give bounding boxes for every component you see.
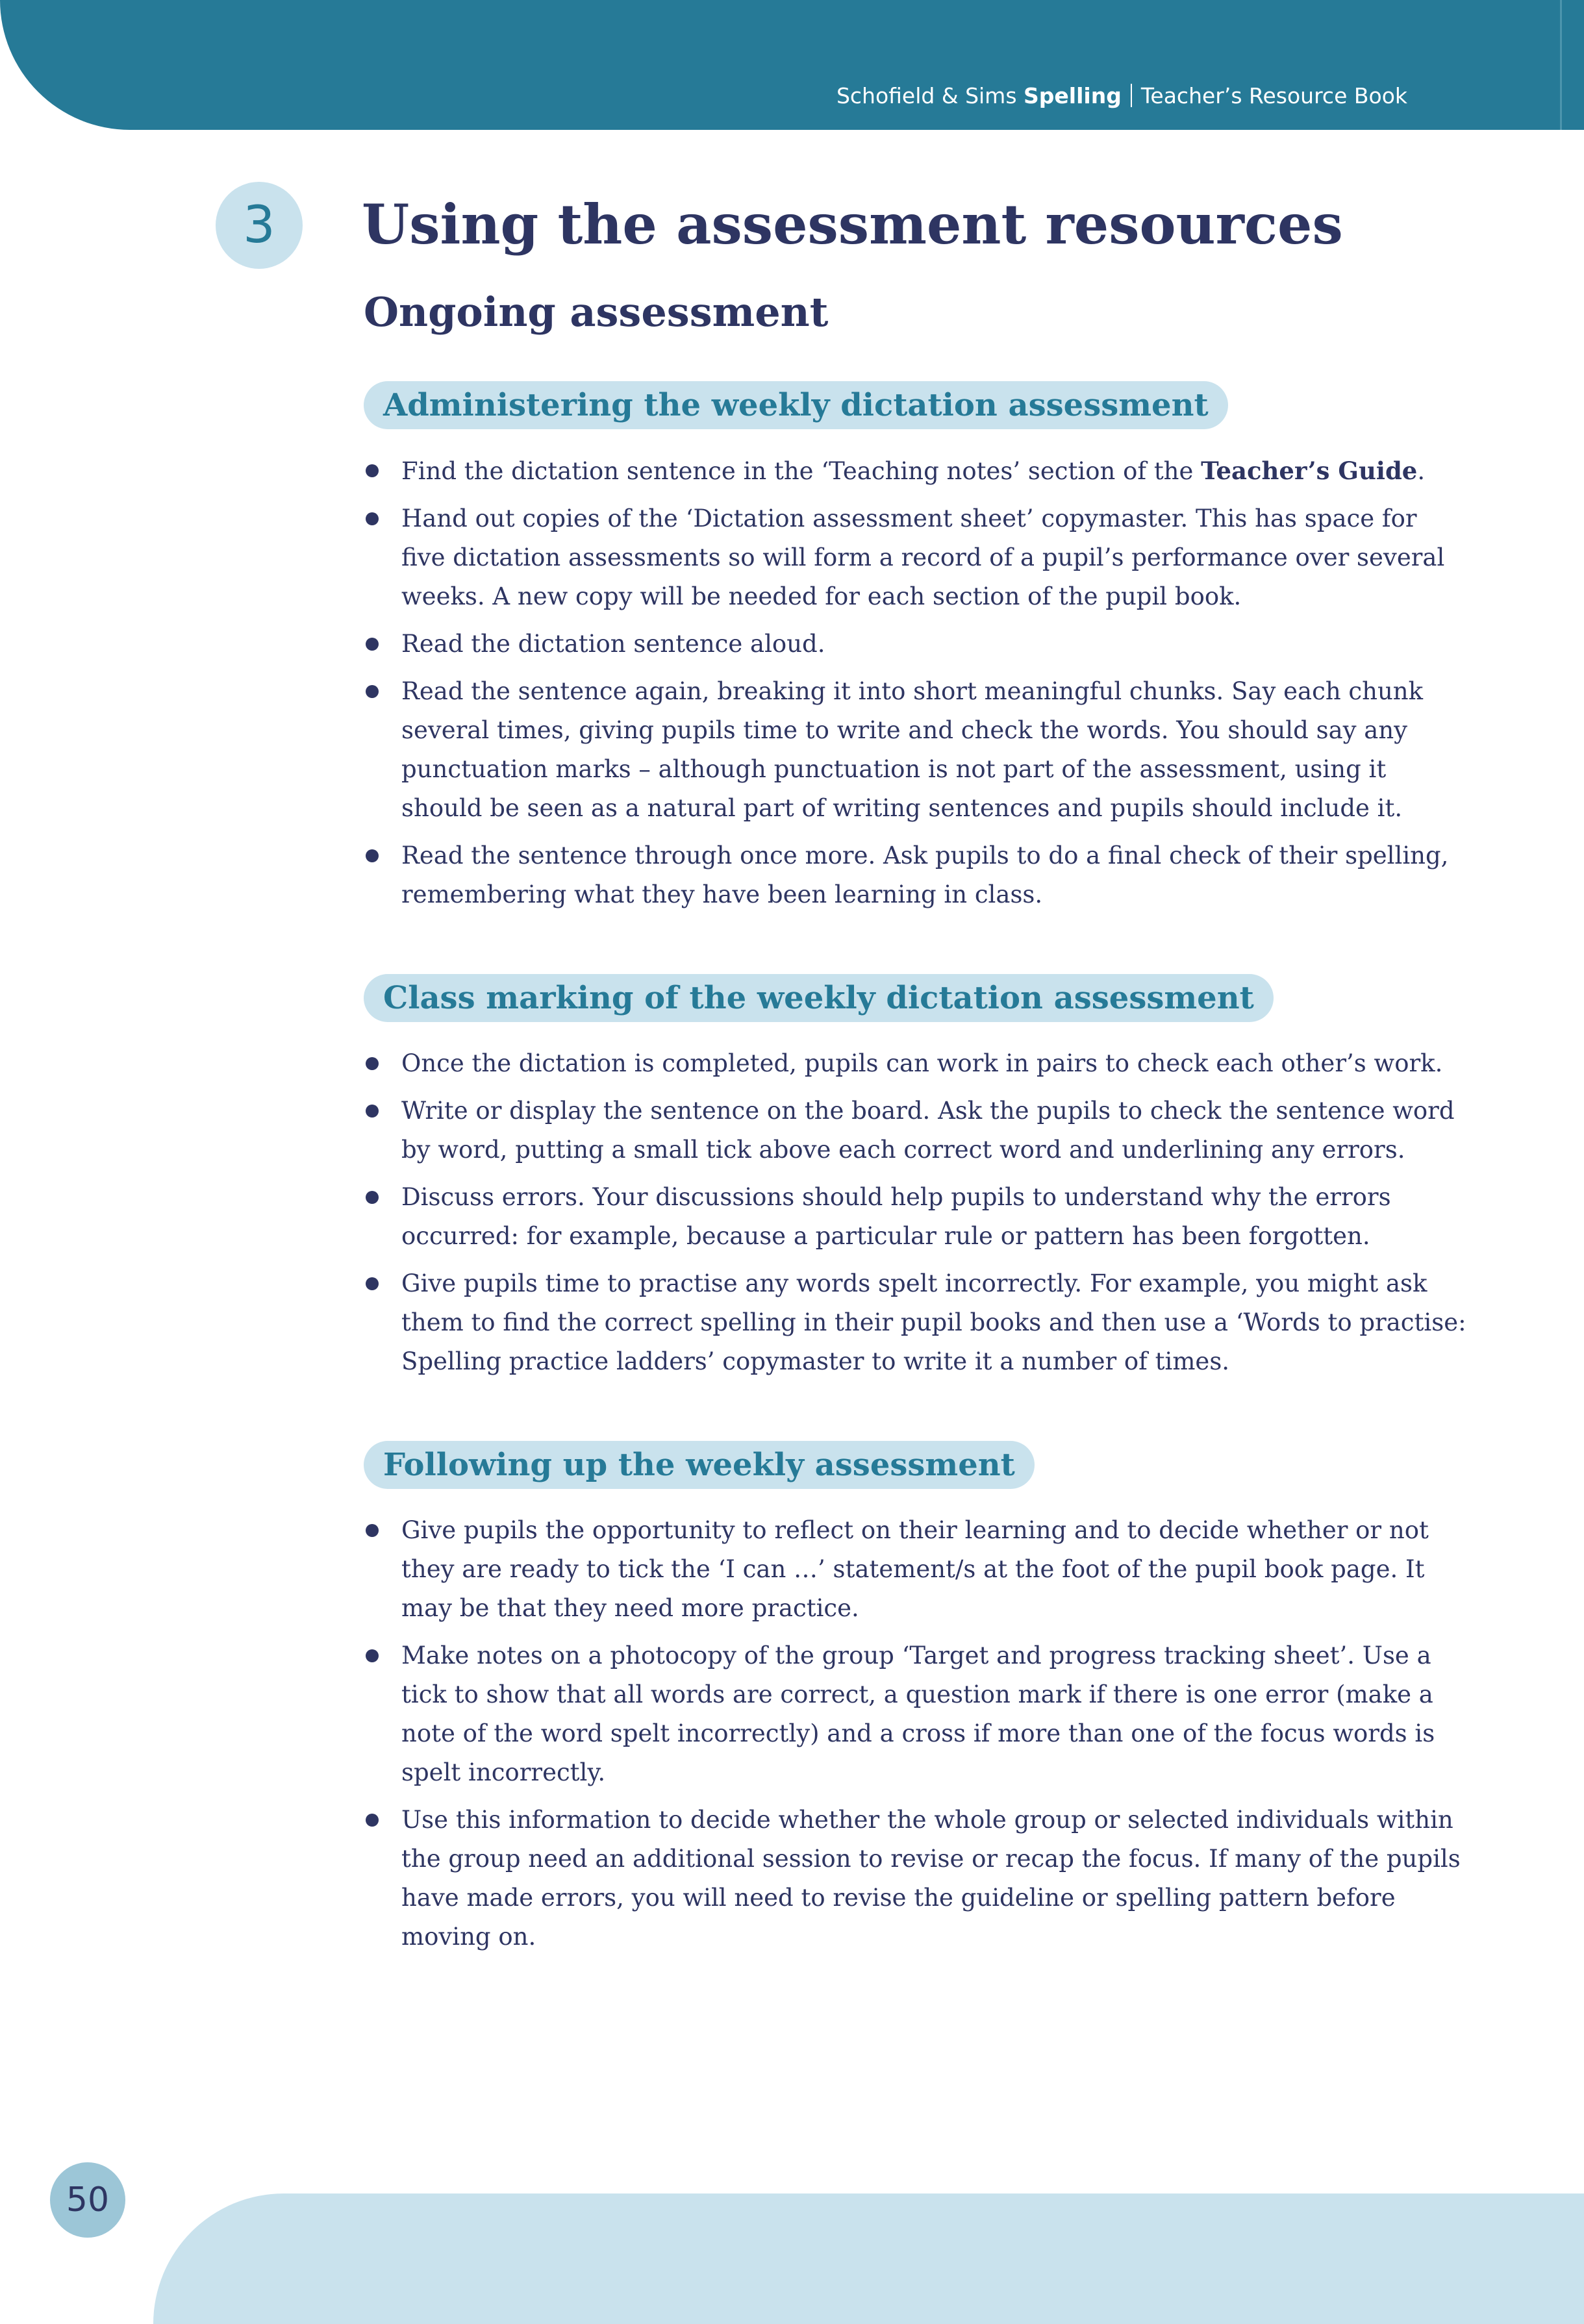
subheading-class-marking: Class marking of the weekly dictation assessment [364, 974, 1274, 1022]
footer-band [153, 2193, 1584, 2324]
running-head-separator [1131, 84, 1132, 107]
running-head-publisher: Schofield & Sims [836, 83, 1017, 108]
bullet-dot-icon [366, 1105, 379, 1118]
list-item [364, 1044, 1468, 1083]
list-item [364, 1801, 1468, 1956]
bullet-dot-icon [366, 1814, 379, 1827]
page-number: 50 [50, 2162, 125, 2238]
bullet-dot-icon [366, 1277, 379, 1290]
list-item [364, 672, 1468, 828]
list-item-text: Read the sentence through once more. Ask pupils to do a final check of their spelling, remembering what they have been learning in class. [401, 842, 1449, 908]
list-item [364, 1264, 1468, 1381]
list-item-bold-text: Teacher’s Guide [1201, 456, 1418, 485]
bullet-dot-icon [366, 464, 379, 477]
bullet-list-administering [364, 451, 1468, 923]
list-item-text: Read the sentence again, breaking it into short meaningful chunks. Say each chunk several times, giving pupils time to write and check the words. You should say any punctuation marks – although punctuation is not part of the assessment, using it should be seen as a natural part of writing sentences and pupils should include it. [401, 677, 1424, 822]
list-item [364, 499, 1468, 616]
bullet-list-following-up [364, 1511, 1468, 1965]
section-title: Ongoing assessment [364, 288, 829, 336]
list-item [364, 1178, 1468, 1256]
list-item [364, 1511, 1468, 1628]
bullet-dot-icon [366, 1057, 379, 1070]
list-item-text: Use this information to decide whether the whole group or selected individuals within the group need an additional session to revise or recap the focus. If many of the pupils have made errors, you will need to revise the guideline or spelling pattern before moving on. [401, 1806, 1461, 1951]
list-item-text: Give pupils the opportunity to reflect on their learning and to decide whether or not they are ready to tick the ‘I can …’ statement/s at the foot of the pupil book page. It may be that they need more practice. [401, 1516, 1429, 1622]
bullet-dot-icon [366, 1191, 379, 1204]
list-item [364, 1092, 1468, 1169]
running-head [836, 83, 1407, 108]
bullet-dot-icon [366, 849, 379, 862]
subheading-following-up: Following up the weekly assessment [364, 1441, 1035, 1489]
list-item-text: Write or display the sentence on the board. Ask the pupils to check the sentence word by word, putting a small tick above each correct word and underlining any errors. [401, 1097, 1455, 1164]
list-item-text: Give pupils time to practise any words spelt incorrectly. For example, you might ask them to find the correct spelling in their pupil books and then use a ‘Words to practise: Spelling practice ladders’ copymaster to write it a number of times. [401, 1269, 1466, 1375]
list-item-text: Make notes on a photocopy of the group ‘Target and progress tracking sheet’. Use a tick to show that all words are correct, a question mark if there is one error (make a note of the word spelt incorrectly) and a cross if more than one of the focus words is spelt incorrectly. [401, 1642, 1435, 1786]
list-item-text-after: . [1417, 457, 1426, 485]
running-head-series: Spelling [1024, 83, 1122, 108]
list-item-text: Hand out copies of the ‘Dictation assessment sheet’ copymaster. This has space for five dictation assessments so will form a record of a pupil’s performance over several weeks. A new copy will be needed for each section of the pupil book. [401, 505, 1445, 610]
bullet-dot-icon [366, 638, 379, 651]
list-item [364, 451, 1468, 491]
running-head-book: Teacher’s Resource Book [1140, 83, 1407, 108]
header-band [0, 0, 1584, 130]
list-item [364, 1636, 1468, 1792]
bullet-dot-icon [366, 1524, 379, 1537]
list-item-text: Read the dictation sentence aloud. [401, 630, 825, 658]
list-item-text: Once the dictation is completed, pupils can work in pairs to check each other’s work. [401, 1049, 1443, 1077]
bullet-dot-icon [366, 512, 379, 525]
list-item-text-before: Find the dictation sentence in the ‘Teaching notes’ section of the [401, 457, 1201, 485]
list-item [364, 625, 1468, 664]
chapter-number-badge: 3 [216, 182, 303, 269]
list-item-text: Discuss errors. Your discussions should help pupils to understand why the errors occurred: for example, because a particular rule or pattern has been forgotten. [401, 1183, 1391, 1250]
page-title: Using the assessment resources [362, 192, 1343, 256]
header-divider-line [1560, 0, 1562, 130]
bullet-list-class-marking [364, 1044, 1468, 1390]
bullet-dot-icon [366, 1649, 379, 1662]
bullet-dot-icon [366, 685, 379, 698]
list-item [364, 836, 1468, 914]
subheading-administering: Administering the weekly dictation assessment [364, 381, 1228, 429]
